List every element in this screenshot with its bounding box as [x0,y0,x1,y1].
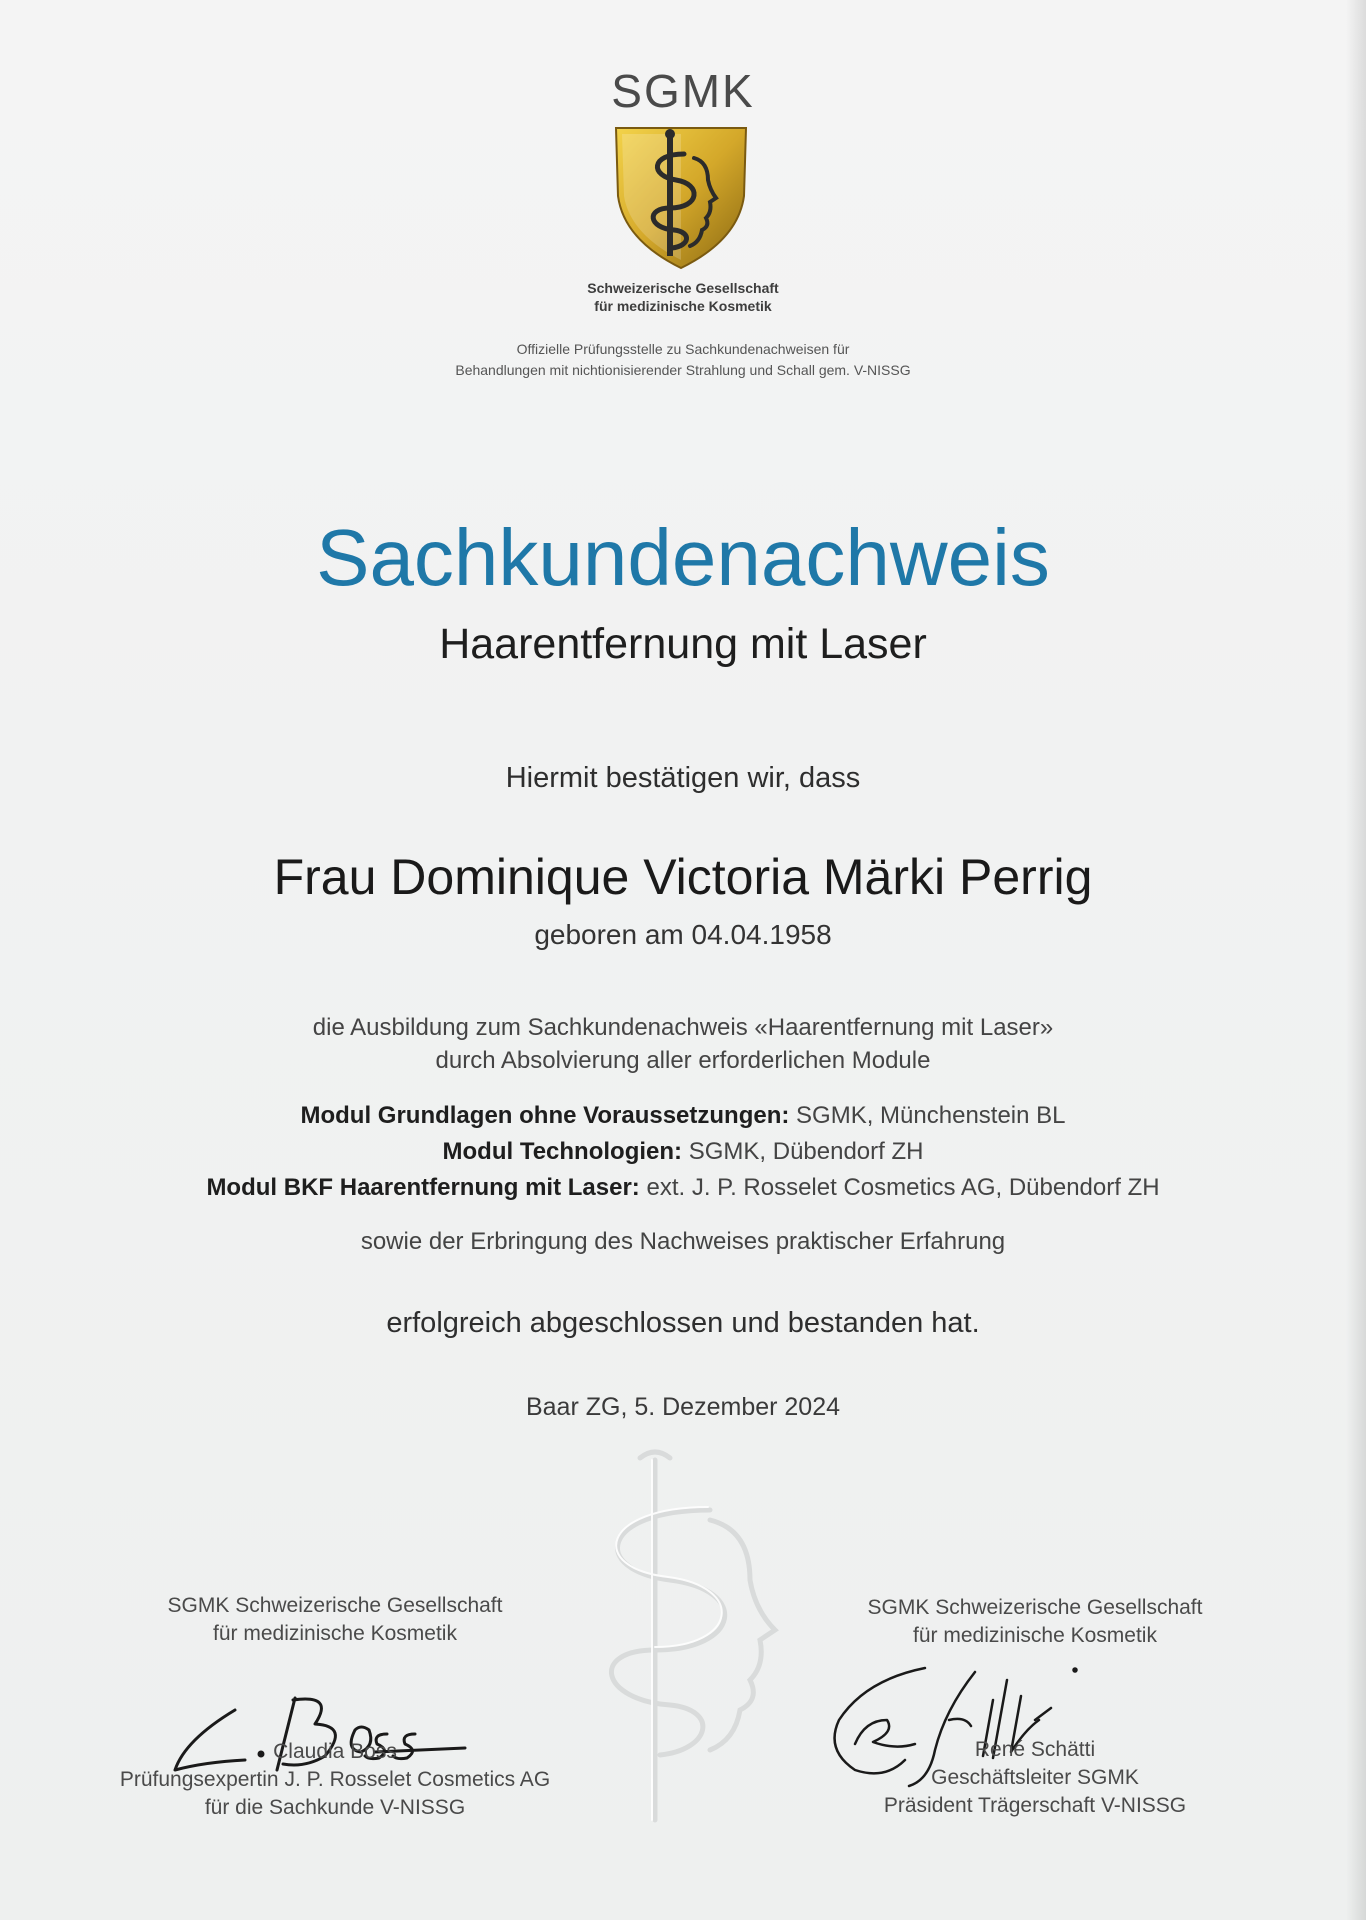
practice-text: sowie der Erbringung des Nachweises praktischer Erfahrung [360,1228,1006,1255]
module-label: Modul Technologien: [442,1138,683,1165]
signer-role-line2: für die Sachkunde V-NISSG [204,1796,466,1819]
module-value: SGMK, Dübendorf ZH [688,1138,924,1165]
module-label: Modul BKF Haarentfernung mit Laser: [206,1174,640,1201]
official-note-line2: Behandlungen mit nichtionisierender Strahlung und Schall gem. V-NISSG [455,362,911,378]
module-line [0,1138,1366,1166]
embossed-seal-watermark [560,1440,810,1840]
signature-block-right [795,1596,1275,1826]
certificate-title: Sachkundenachweis [316,513,1050,602]
signer-role-line1: Geschäftsleiter SGMK [931,1766,1139,1789]
signer-org-line1: SGMK Schweizerische Gesellschaft [867,1596,1203,1619]
module-label: Modul Grundlagen ohne Voraussetzungen: [300,1102,790,1129]
birth-date: geboren am 04.04.1958 [534,919,832,950]
sgmk-shield-logo [610,118,752,270]
official-note-line1: Offizielle Prüfungsstelle zu Sachkundenachweisen für [516,341,850,357]
signer-org-line1: SGMK Schweizerische Gesellschaft [167,1594,503,1617]
signer-role-line1: Prüfungsexpertin J. P. Rosselet Cosmetics AG [119,1768,551,1791]
signer-org-line2: für medizinische Kosmetik [213,1622,457,1645]
org-name-line1: Schweizerische Gesellschaft [587,280,779,296]
handwritten-signature [165,1690,495,1780]
brand-name: SGMK [611,65,755,117]
confirmation-text: Hiermit bestätigen wir, dass [505,762,861,794]
place-date: Baar ZG, 5. Dezember 2024 [525,1393,841,1421]
result-text: erfolgreich abgeschlossen und bestanden hat. [386,1307,980,1339]
module-line [0,1102,1366,1130]
module-value: ext. J. P. Rosselet Cosmetics AG, Dübendorf ZH [646,1174,1160,1201]
signer-role-line2: Präsident Trägerschaft V-NISSG [883,1794,1187,1817]
certificate-subtitle: Haarentfernung mit Laser [439,620,927,668]
signer-org-line2: für medizinische Kosmetik [913,1624,1157,1647]
org-name-line2: für medizinische Kosmetik [594,298,772,314]
signature-block-left [95,1594,575,1824]
module-line [0,1174,1366,1202]
description-line2: durch Absolvierung aller erforderlichen Module [435,1047,931,1074]
signer-name: René Schätti [974,1738,1096,1761]
description-line1: die Ausbildung zum Sachkundenachweis «Haarentfernung mit Laser» [312,1014,1054,1041]
signer-name: Claudia Boss [273,1740,397,1763]
recipient-name: Frau Dominique Victoria Märki Perrig [273,849,1093,905]
module-value: SGMK, Münchenstein BL [796,1102,1066,1129]
